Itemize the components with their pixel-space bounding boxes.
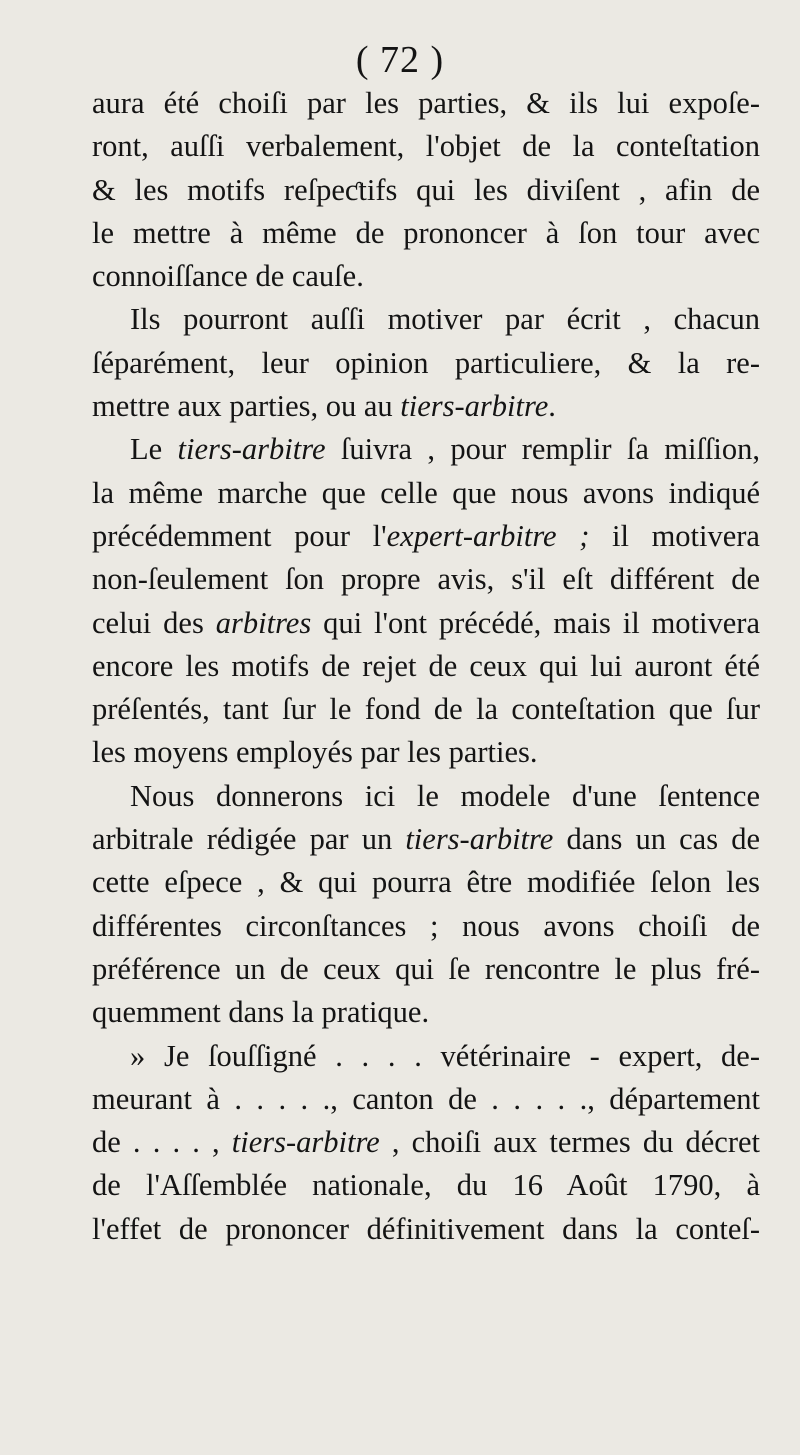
italic-term: tiers-arbitre	[400, 389, 549, 424]
text-line: Le tiers-arbitre ſuivra , pour remplir ſa miſſion,	[130, 432, 760, 467]
text-line: préférence un de ceux qui ſe rencontre le plus fré-	[92, 951, 760, 986]
text-line: le mettre à même de prononcer à ſon tour avec	[92, 215, 760, 250]
page-number: ( 72 )	[355, 39, 445, 81]
italic-term: arbitres	[215, 605, 312, 640]
text-line: la même marche que celle que nous avons indiqué	[92, 475, 760, 510]
text-line: préſentés, tant ſur le fond de la conteſtation que ſur	[92, 692, 760, 727]
text-line: de . . . . , tiers-arbitre , choiſi aux termes du décret	[92, 1125, 760, 1160]
text-line: mettre aux parties, ou au tiers-arbitre.	[92, 389, 556, 424]
italic-term: tiers-arbitre	[405, 822, 554, 857]
text-line: cette eſpece , & qui pourra être modifiée ſelon les	[92, 865, 760, 900]
text-line: ront, auſſi verbalement, l'objet de la conteſtation	[92, 129, 760, 164]
text-line: quemment dans la pratique.	[92, 995, 430, 1030]
text-line: l'effet de prononcer définitivement dans la conteſ-	[92, 1211, 760, 1246]
text-line: » Je ſouſſigné . . . . vétérinaire - expert, de-	[130, 1038, 760, 1073]
italic-term: tiers-arbitre	[231, 1125, 380, 1160]
paragraph-tiers-arbitre	[92, 428, 760, 774]
paragraph-model-sentence	[92, 775, 760, 1035]
text-line: non-ſeulement ſon propre avis, s'il eſt différent de	[92, 562, 760, 597]
text-line: Nous donnerons ici le modele d'une ſentence	[130, 778, 760, 813]
text-line: celui des arbitres qui l'ont précédé, mais il motivera	[92, 605, 760, 640]
italic-term: expert-arbitre ;	[386, 518, 590, 553]
text-line: arbitrale rédigée par un tiers-arbitre dans un cas de	[92, 822, 760, 857]
text-line: & les motifs reſpeƈtifs qui les diviſent , afin de	[92, 172, 760, 207]
paragraph-written-opinions	[92, 298, 760, 428]
paragraph-continuation	[92, 82, 760, 298]
text-line: Ils pourront auſſi motiver par écrit , chacun	[130, 302, 760, 337]
text-line: ſéparément, leur opinion particuliere, & la re-	[92, 345, 760, 380]
text-line: différentes circonſtances ; nous avons choiſi de	[92, 908, 760, 943]
text-line: les moyens employés par les parties.	[92, 735, 538, 770]
page-body	[92, 82, 760, 1251]
text-line: meurant à . . . . ., canton de . . . . ., département	[92, 1081, 760, 1116]
text-line: de l'Aſſemblée nationale, du 16 Août 1790, à	[92, 1168, 760, 1203]
text-line: connoiſſance de cauſe.	[92, 259, 364, 294]
text-line: aura été choiſi par les parties, & ils lui expoſe-	[92, 86, 760, 120]
paragraph-quoted-sentence	[92, 1035, 760, 1251]
text-line: encore les motifs de rejet de ceux qui lui auront été	[92, 648, 760, 683]
text-line: précédemment pour l'expert-arbitre ; il motivera	[92, 518, 760, 553]
italic-term: tiers-arbitre	[177, 432, 326, 467]
